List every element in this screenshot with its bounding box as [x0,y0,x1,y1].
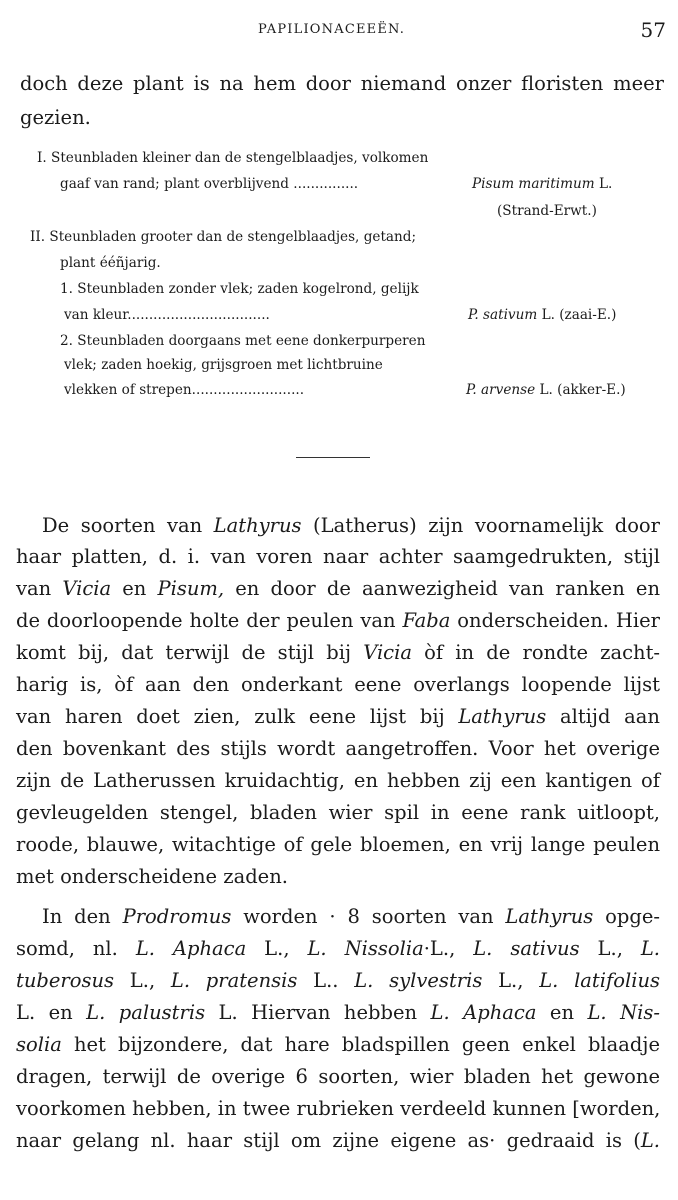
continuation-line-2: gezien. [20,106,91,129]
key-item-II-line-2: plant ééñjarig. [60,255,161,271]
species-author: L. [598,176,613,192]
page-number: 57 [640,18,666,42]
key-item-I-text: gaaf van rand; plant overblijvend ............... [60,176,359,192]
p2-line-6: dragen, terwijl de overige 6 soorten, wier bladen het gewone [16,1065,660,1088]
key-subitem-2-line-1: 2. Steunbladen doorgaans met eene donkerpurperen [60,333,426,349]
continuation-line-1: doch deze plant is na hem door niemand onzer floristen meer [20,72,664,95]
species-name: P. arvense [466,382,536,398]
species-author: L. (akker-E.) [539,382,626,398]
p1-line-4: de doorloopende holte der peulen van Faba onderscheiden. Hier [16,609,660,632]
key-subitem-2-line-3: vlekken of strepen.......................... [64,382,305,398]
p2-line-8: naar gelang nl. haar stijl om zijne eigene as· gedraaid is (L. [16,1129,660,1152]
key-item-I-line-2 [60,176,358,192]
key-subitem-1-line-2: van kleur................................. [64,307,270,323]
key-subitem-1-line-1: 1. Steunbladen zonder vlek; zaden kogelrond, gelijk [60,281,419,297]
p1-line-9: zijn de Latherussen kruidachtig, en hebben zij een kantigen of [16,769,660,792]
key-item-I-common-name: (Strand-Erwt.) [497,203,597,219]
p1-line-12: met onderscheidene zaden. [16,865,288,888]
p1-line-10: gevleugelden stengel, bladen wier spil in eene rank uitloopt, [16,801,660,824]
p1-line-7: van haren doet zien, zulk eene lijst bij Lathyrus altijd aan [16,705,660,728]
p1-line-3: van Vicia en Pisum, en door de aanwezigheid van ranken en [16,577,661,600]
key-subitem-2-line-2: vlek; zaden hoekig, grijsgroen met lichtbruine [64,357,383,373]
p1-line-5: komt bij, dat terwijl de stijl bij Vicia òf in de rondte zacht- [16,641,660,664]
key-item-II-line-1: II. Steunbladen grooter dan de stengelblaadjes, getand; [30,229,417,245]
page-header [0,20,678,44]
species-name: Pisum maritimum [472,176,595,192]
p2-line-4: L. en L. palustris L. Hiervan hebben L. Aphaca en L. Nis- [16,1001,660,1024]
p1-line-1: De soorten van Lathyrus (Latherus) zijn voornamelijk door [42,514,660,537]
species-name: P. sativum [468,307,538,323]
species-author: L. (zaai-E.) [541,307,617,323]
p1-line-6: harig is, òf aan den onderkant eene overlangs loopende lijst [16,673,660,696]
p2-line-1: In den Prodromus worden · 8 soorten van Lathyrus opge- [42,905,660,928]
p2-line-7: voorkomen hebben, in twee rubrieken verdeeld kunnen [worden, [16,1097,661,1120]
p2-line-2: somd, nl. L. Aphaca L., L. Nissolia·L., L. sativus L., L. [16,937,661,960]
p2-line-5: solia het bijzondere, dat hare bladspillen geen enkel blaadje [16,1033,660,1056]
key-item-I-species [472,176,612,192]
p2-line-3: tuberosus L., L. pratensis L.. L. sylvestris L., L. latifolius [16,969,661,992]
running-title: PAPILIONACEEËN. [258,22,406,37]
key-subitem-2-species [466,382,626,398]
key-item-I-line-1: I. Steunbladen kleiner dan de stengelblaadjes, volkomen [37,150,429,166]
p1-line-8: den bovenkant des stijls wordt aangetroffen. Voor het overige [16,737,660,760]
section-divider [296,457,370,458]
key-subitem-1-species [468,307,616,323]
p1-line-2: haar platten, d. i. van voren naar achter saamgedrukten, stijl [16,545,660,568]
p1-line-11: roode, blauwe, witachtige of gele bloemen, en vrij lange peulen [16,833,660,856]
